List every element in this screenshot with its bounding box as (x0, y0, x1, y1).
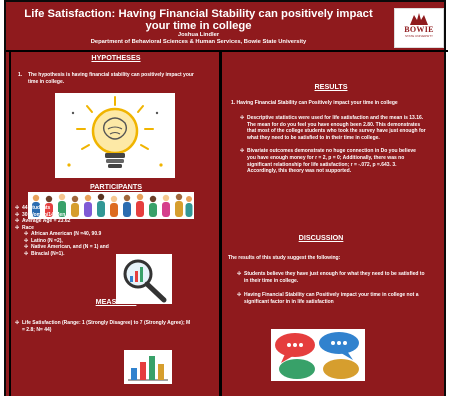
measures-heading: MEASURES (95, 297, 137, 306)
list-item: ✢ Biracial (N=1). (24, 250, 65, 257)
title-block (6, 8, 391, 45)
list-item: ✢ Life Satisfaction (Range: 1 (Strongly Disagree) to 7 (Strongly Agree); M = 2.8; N= 44) (15, 320, 191, 333)
results-intro: 1. Having Financial Stability can Positively impact your time in college (231, 100, 398, 106)
left-edge-divider (9, 52, 11, 397)
lightbulb-icon (55, 93, 175, 178)
logo-emblem-icon (408, 12, 430, 26)
list-item: ✢ 30 Women/14 Men (15, 211, 66, 218)
participants-list (15, 205, 190, 231)
speech-bubbles-illustration (271, 329, 365, 381)
author-name: Joshua Lindler (177, 32, 220, 38)
poster-title: Life Satisfaction: Having Financial Stability can positively impact your time in college (24, 8, 373, 32)
list-item: ✢ Students believe they have just enough for what they need to be satisfied to in their time in college. (237, 271, 425, 284)
header-divider (6, 50, 448, 52)
column-divider (219, 52, 222, 397)
speech-bubbles-icon (271, 329, 365, 381)
results-list (240, 115, 426, 175)
list-item: ✢ Native American, and (N = 1) and (24, 244, 109, 251)
list-item: ✢ Race (15, 224, 34, 231)
discussion-list (237, 271, 427, 305)
logo-subtitle: STATE UNIVERSITY (404, 34, 434, 38)
list-item: ✢ Latino (N =2), (24, 237, 63, 244)
lightbulb-illustration (55, 93, 175, 178)
bar-chart-icon (124, 350, 172, 384)
discussion-intro: The results of this study suggest the following: (228, 255, 341, 261)
list-item: ✢ Bivariate outcomes demonstrate no huge connection in Do you believe you have enough money for r = 2, p = 0; Additionally, there was no significant relationship for life satisfaction; r = -.072, p =.643. 3. Accordingly, this theory was not supported. (240, 148, 416, 175)
poster (4, 0, 446, 398)
participants-heading: PARTICIPANTS (89, 182, 143, 191)
measures-list (15, 320, 193, 333)
hypotheses-heading: HYPOTHESES (91, 53, 141, 62)
hypothesis-number: 1. (18, 72, 23, 78)
bottom-margin (0, 396, 450, 402)
bar-chart-illustration (124, 350, 172, 384)
university-logo (394, 8, 444, 48)
department: Department of Behavioral Sciences & Human Services, Bowie State University (90, 38, 307, 45)
list-item: ✢ Descriptive statistics were used for life satisfaction and the mean is 13.16. The mean for do you feel you have enough been 2.80. This demonstrates that most of the college students who took the survey have just enough for what they need to be satisfied to in their time in college. (240, 115, 426, 141)
results-heading: RESULTS (314, 82, 348, 91)
list-item: ✢ African American (N =40, 90.9 (24, 231, 102, 237)
hypothesis-text: The hypothesis is having financial stability can positively impact your time in college. (28, 72, 194, 85)
logo-wordmark: BOWIE (404, 25, 434, 34)
list-item: ✢ Average Age = 23.62 (15, 218, 71, 225)
discussion-heading: DISCUSSION (298, 233, 344, 242)
list-item: ✢ 44 Students (15, 205, 51, 211)
list-item: ✢ Having Financial Stability can Positively impact your time in college not a significant factor in in life satisfaction (237, 292, 419, 305)
